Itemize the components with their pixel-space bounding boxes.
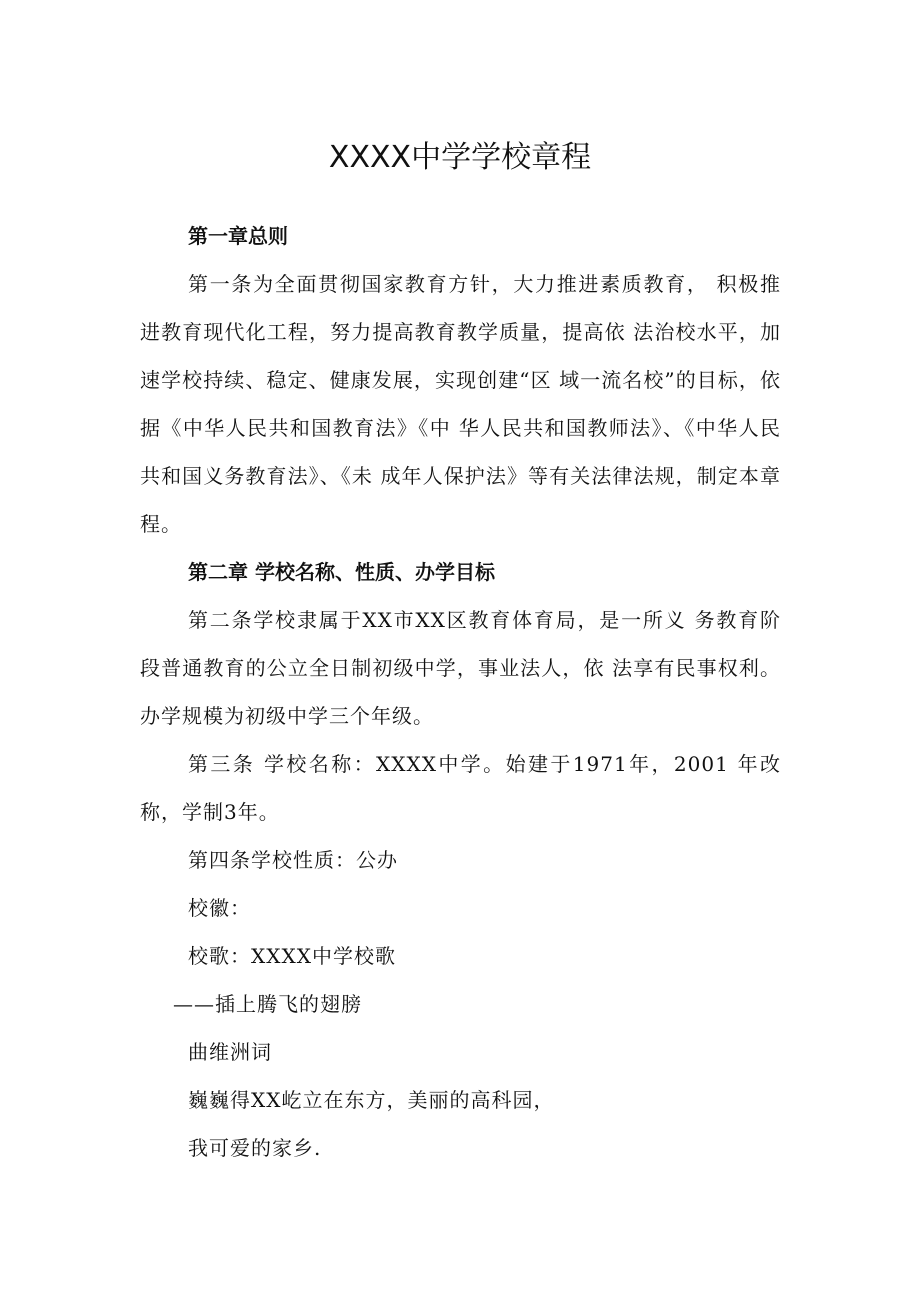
school-badge-label: 校徽：: [188, 896, 251, 920]
chapter-2-heading: 第二章 学校名称、性质、办学目标: [188, 560, 495, 584]
school-song-subtitle: ——插上腾飞的翅膀: [173, 992, 362, 1016]
lyricist-credit: 曲维洲词: [188, 1040, 272, 1064]
lyric-line: 我可爱的家乡.: [188, 1136, 322, 1160]
document-title: XXXX中学学校章程: [328, 140, 592, 175]
chapter-1-heading: 第一章总则: [188, 224, 288, 248]
article-3: 第三条 学校名称：XXXX中学。始建于1971年，2001 年改称，学制3年。: [140, 752, 781, 824]
lyric-line: 巍巍得XX屹立在东方，美丽的高科园，: [188, 1088, 555, 1112]
article-4: 第四条学校性质：公办: [188, 848, 398, 872]
article-1: 第一条为全面贯彻国家教育方针，大力推进素质教育， 积极推进教育现代化工程，努力提高教育教学质量，提高依 法治校水平，加速学校持续、稳定、健康发展，实现创建“区 域一流名校”的目标，依据《中华人民共和国教育法》《中 华人民共和国教师法》、《中华人民共和国义务教育法》、《未 成年人保护法》等有关法律法规，制定本章程。: [140, 272, 781, 536]
document-body: [140, 212, 781, 1172]
school-song-title: 校歌：XXXX中学校歌: [188, 944, 396, 968]
article-2: 第二条学校隶属于XX市XX区教育体育局，是一所义 务教育阶段普通教育的公立全日制初级中学，事业法人，依 法享有民事权利。办学规模为初级中学三个年级。: [140, 608, 781, 728]
